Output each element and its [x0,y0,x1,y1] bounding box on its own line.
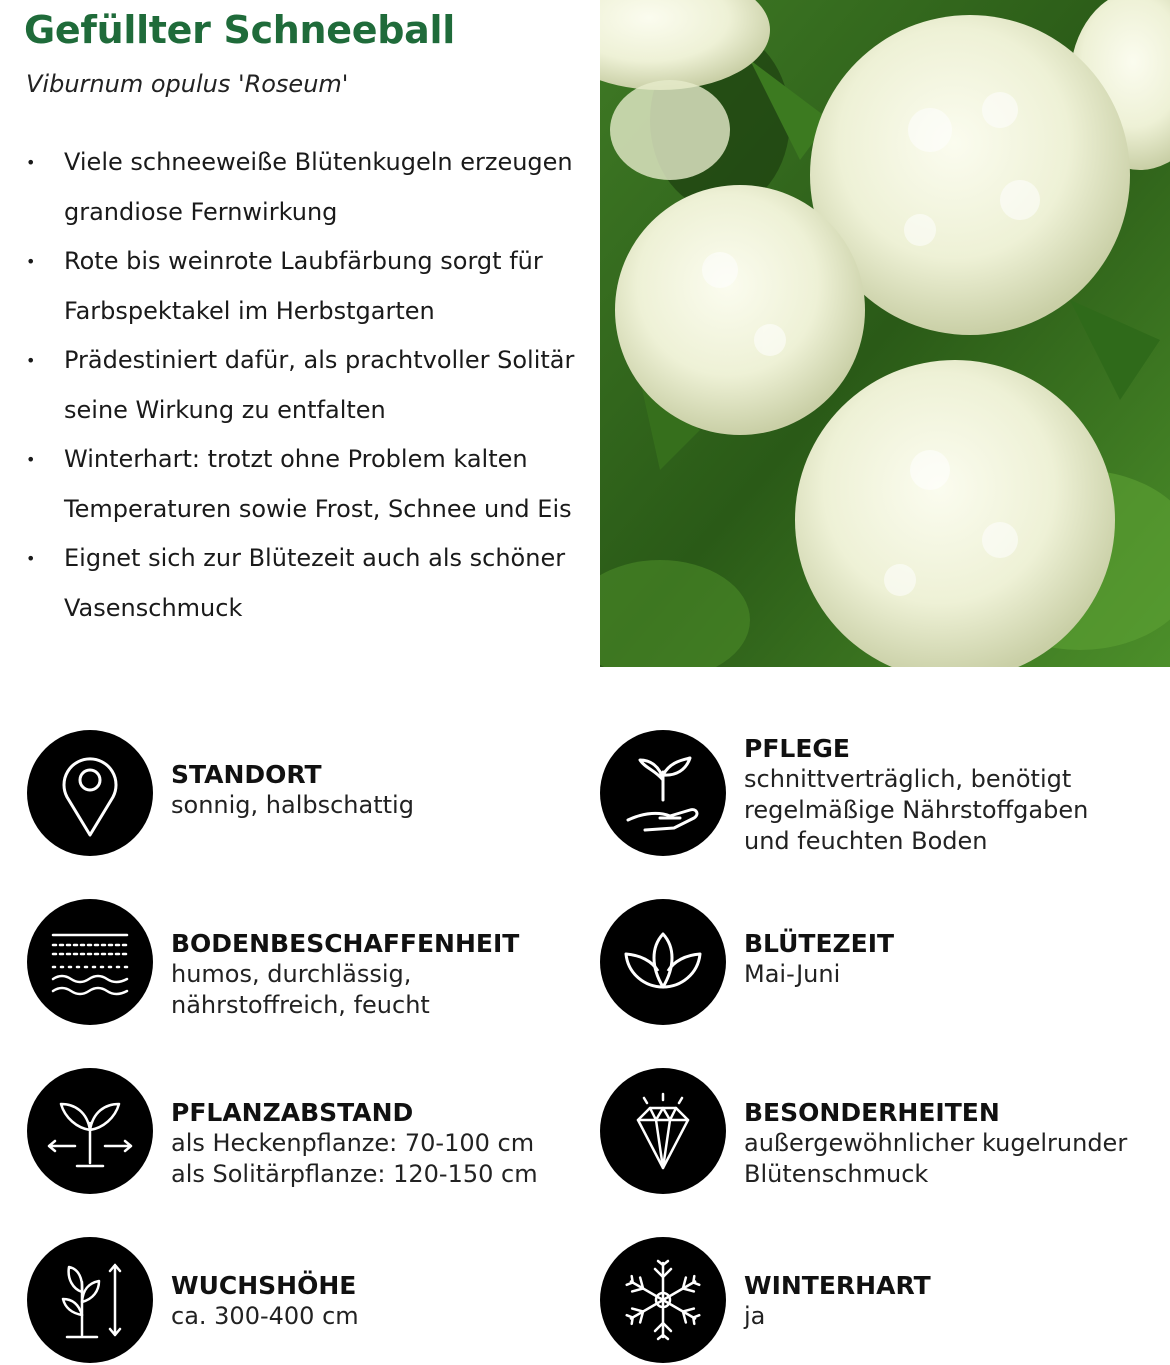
bullet-item [24,237,584,336]
bullet-dot: • [26,252,36,271]
feature-title: PFLANZABSTAND [171,1098,414,1127]
soil-layers-icon [27,899,153,1025]
feature-title: BESONDERHEITEN [744,1098,1000,1127]
feature-description: ja [744,1302,766,1330]
feature-description: außergewöhnlicher kugelrunder Blütenschmuck [744,1129,1128,1188]
feature-description-line: als Solitärpflanze: 120-150 cm [171,1160,538,1188]
feature-title: WINTERHART [744,1271,931,1300]
bullet-item [24,138,584,237]
feature-bullet-list [24,138,584,633]
feature-description: ca. 300-400 cm [171,1302,359,1330]
bullet-dot: • [26,351,36,370]
feature-description: Mai-Juni [744,960,841,988]
diamond-icon [600,1068,726,1194]
bullet-dot: • [26,450,36,469]
feature-title: BODENBESCHAFFENHEIT [171,929,520,958]
bullet-text: Eignet sich zur Blütezeit auch als schöner Vasenschmuck [64,544,566,622]
feature-title: STANDORT [171,760,322,789]
plant-height-icon [27,1237,153,1363]
botanical-name: Viburnum opulus 'Roseum' [26,70,349,98]
page-title: Gefüllter Schneeball [24,8,455,52]
bullet-item [24,336,584,435]
bullet-text: Winterhart: trotzt ohne Problem kalten Temperaturen sowie Frost, Schnee und Eis [64,445,572,523]
plant-spacing-icon [27,1068,153,1194]
feature-description: sonnig, halbschattig [171,791,414,819]
location-pin-icon [27,730,153,856]
feature-title: WUCHSHÖHE [171,1271,357,1300]
hand-sprout-icon [600,730,726,856]
snowflake-icon [600,1237,726,1363]
feature-description: humos, durchlässig, nährstoffreich, feucht [171,960,430,1019]
bullet-item [24,435,584,534]
feature-title: PFLEGE [744,734,851,763]
bullet-dot: • [26,549,36,568]
feature-description-line: als Heckenpflanze: 70-100 cm [171,1129,535,1157]
bullet-dot: • [26,153,36,172]
bullet-text: Rote bis weinrote Laubfärbung sorgt für Farbspektakel im Herbstgarten [64,247,543,325]
feature-description: schnittverträglich, benötigt regelmäßige Nährstoffgaben und feuchten Boden [744,765,1089,855]
snowball-flower-photo [600,0,1170,667]
bullet-text: Prädestiniert dafür, als prachtvoller Solitär seine Wirkung zu entfalten [64,346,575,424]
bullet-item [24,534,584,633]
lotus-flower-icon [600,899,726,1025]
feature-title: BLÜTEZEIT [744,929,895,958]
bullet-text: Viele schneeweiße Blütenkugeln erzeugen grandiose Fernwirkung [64,148,573,226]
